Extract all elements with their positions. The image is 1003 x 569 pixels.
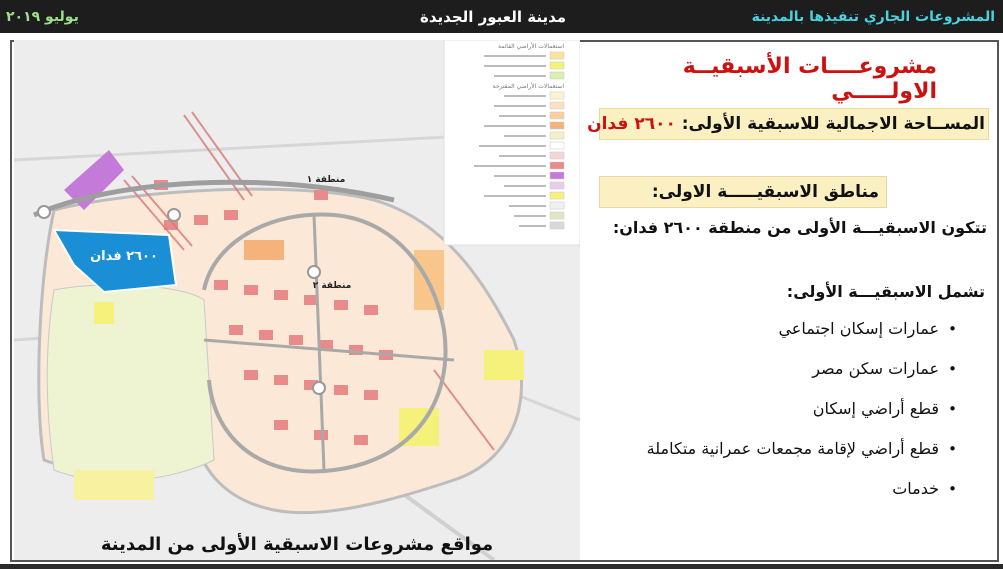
panel-title: مشروعــــات الأسبقيــة الاولـــــي [682,54,937,104]
zones-heading: مناطق الاسبقيـــــة الاولى: [651,182,879,202]
bottom-rule [0,564,1003,569]
map-drawing [14,40,580,560]
header-city: مدينة العبور الجديدة [420,8,567,26]
total-area-line [587,114,985,134]
header-date: يوليو ٢٠١٩ [6,8,79,25]
list-item: • قطع أراضي إسكان [647,398,957,438]
list-item: • عمارات سكن مصر [647,358,957,398]
consists-text: تتكون الاسبقيـــة الأولى من منطقة ٢٦٠٠ فدان: [612,218,987,237]
total-area-value: ٢٦٠٠ فدان [587,114,676,134]
includes-list [647,318,957,518]
legend-title-existing: استعمالات الأراضي القائمة [497,43,564,50]
total-area-label: المســاحة الاجمالية للاسبقية الأولى: [681,114,985,134]
info-panel [587,40,997,560]
list-item: • عمارات إسكان اجتماعي [647,318,957,358]
zone-1-label: منطقة ١ [306,175,346,185]
map-caption: مواقع مشروعات الاسبقية الأولى من المدينة [100,534,494,555]
list-item: • قطع أراضي لإقامة مجمعات عمرانية متكاملة [647,438,957,478]
city-map [14,40,580,560]
priority-area-label: ٢٦٠٠ فدان [90,249,158,264]
zone-2-label: منطقة ٢ [312,281,352,291]
legend-title-proposed: استعمالات الأراضي المقترحة [492,83,564,90]
list-item: • خدمات [647,478,957,518]
includes-heading: تشمل الاسبقيـــة الأولى: [786,282,985,301]
header-bar [0,0,1003,33]
header-projects-title: المشروعات الجاري تنفيذها بالمدينة [751,8,995,25]
